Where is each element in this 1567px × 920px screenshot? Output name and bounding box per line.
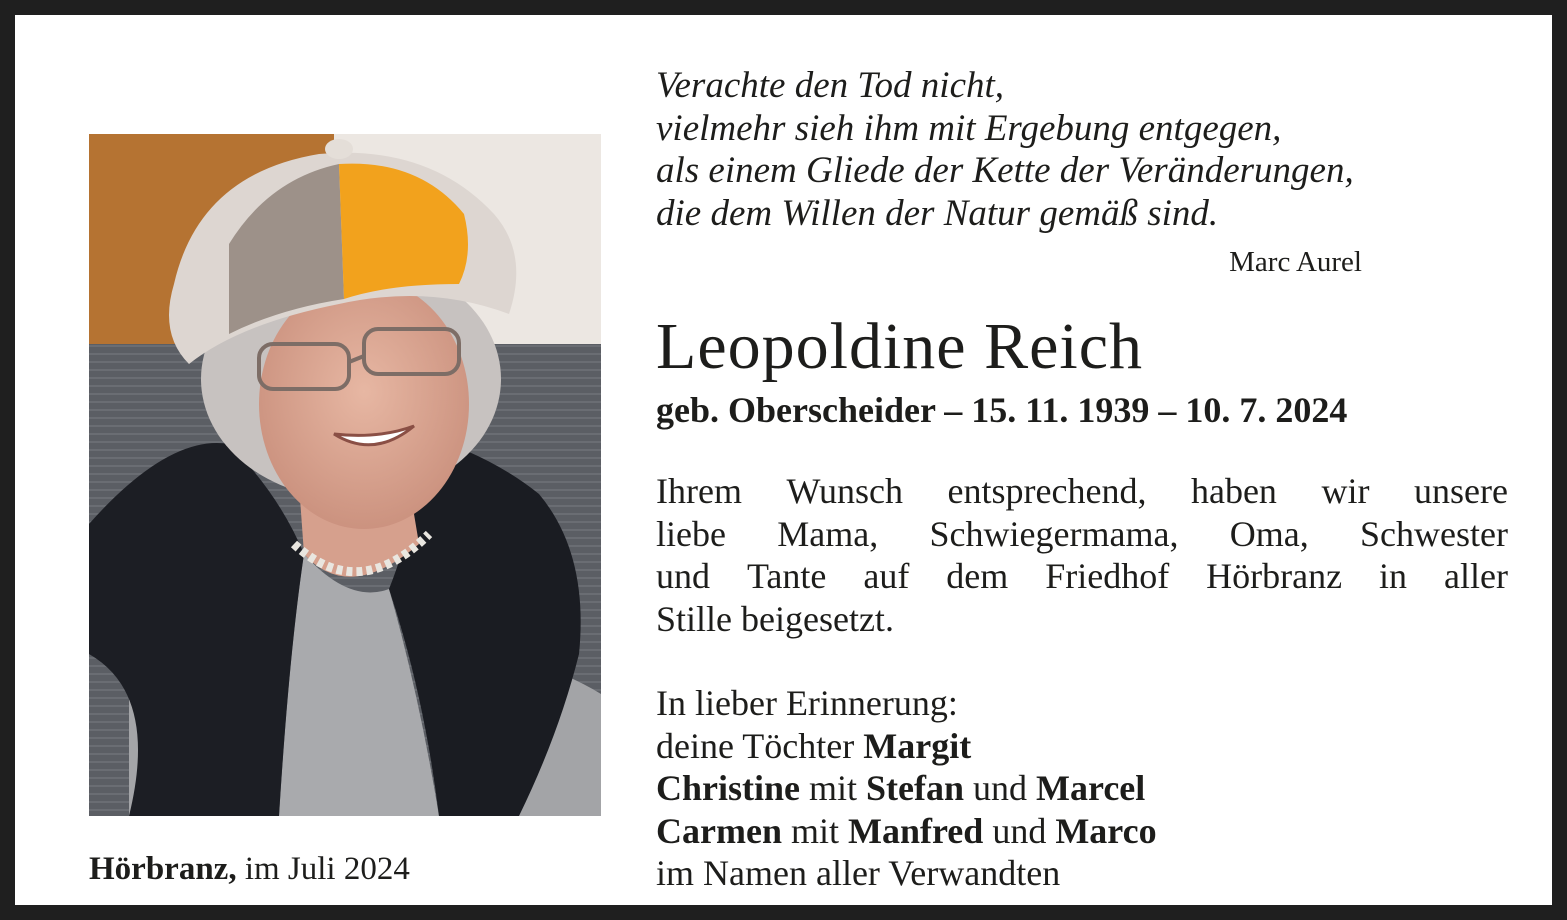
deceased-name: Leopoldine Reich [656,310,1144,383]
family-member-name: Stefan [866,768,965,808]
notice-word: und [656,556,710,596]
notice-word: Schwester [1360,513,1508,554]
quote-author: Marc Aurel [1229,246,1362,278]
family-intro: In lieber Erinnerung: [656,683,958,723]
family-member-name: Carmen [656,810,782,851]
family-member-name: Marco [1055,810,1157,851]
portrait-photo [89,134,601,816]
notice-word: Tante [746,556,827,596]
notice-word: aller [1444,556,1508,596]
burial-notice [656,470,1508,640]
family-member-name: Marcel [1036,768,1146,808]
family-line [656,725,1157,768]
family-text: mit [790,810,839,851]
notice-last-line: Stille beigesetzt. [656,598,894,639]
birth-name-and-dates: geb. Oberscheider – 15. 11. 1939 – 10. 7. 2024 [656,390,1348,430]
family-text: und [992,810,1047,851]
notice-word: Oma, [1229,513,1309,554]
family-closing: im Namen aller Verwandten [656,853,1061,893]
notice-word: Wunsch [786,471,904,511]
family-member-name: Christine [656,768,800,808]
place-and-date [89,847,410,891]
family-line [656,767,1157,810]
quote-line: Verachte den Tod nicht, [656,65,1005,106]
portrait-image [89,134,601,816]
notice-word: unsere [1413,471,1508,511]
notice-word: auf [863,556,910,596]
family-line [656,810,1157,853]
date-text: im Juli 2024 [244,851,410,887]
quote-line: die dem Willen der Natur gemäß sind. [656,192,1219,234]
notice-line [656,513,1508,556]
family-list [656,682,1157,895]
notice-word: liebe [656,513,726,554]
notice-word: haben [1190,471,1277,511]
notice-word: Mama, [777,513,879,554]
notice-word: Friedhof [1045,556,1170,596]
quote-line: vielmehr sieh ihm mit Ergebung entgegen, [656,107,1282,149]
family-text: deine Töchter [656,725,855,766]
notice-word: Hörbranz [1206,556,1343,596]
notice-word: dem [946,556,1009,596]
family-member-name: Manfred [847,810,984,851]
notice-line [656,555,1508,598]
quote-line: als einem Gliede der Kette der Veränderungen, [656,150,1354,191]
family-member-name: Margit [863,725,972,766]
place-name: Hörbranz, [89,851,237,887]
family-text: und [973,768,1028,808]
notice-word: in [1379,556,1408,596]
notice-line [656,470,1508,513]
notice-word: entsprechend, [947,471,1147,511]
notice-word: Schwiegermama, [929,513,1179,554]
notice-word: wir [1321,471,1370,511]
quote [656,65,1354,235]
notice-word: Ihrem [656,471,742,511]
family-text: mit [809,768,858,808]
